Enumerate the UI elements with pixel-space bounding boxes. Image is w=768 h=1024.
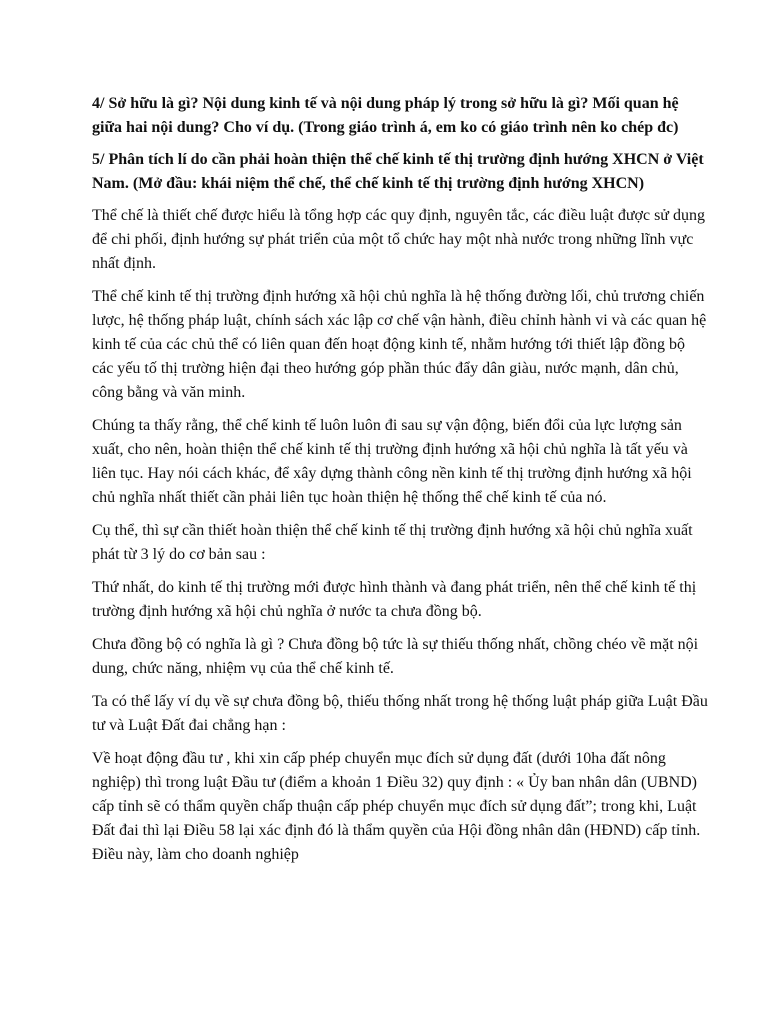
paragraph-institution-definition: Thể chế là thiết chế được hiểu là tổng hợp các quy định, nguyên tắc, các điều luật được sử dụng để chi phối, định hướng sự phát triển của một tổ chức hay một nhà nước trong những lĩnh vực nhất định. <box>92 207 705 272</box>
paragraph-first-reason: Thứ nhất, do kinh tế thị trường mới được hình thành và đang phát triển, nên thể chế kinh tế thị trường định hướng xã hội chủ nghĩa ở nước ta chưa đồng bộ. <box>92 579 697 620</box>
paragraph-necessity: Chúng ta thấy rằng, thể chế kinh tế luôn luôn đi sau sự vận động, biến đổi của lực lượng sản xuất, cho nên, hoàn thiện thể chế kinh tế thị trường định hướng xã hội chủ nghĩa là tất yếu và liên tục. Hay nói cách khác, để xây dựng thành công nền kinh tế thị trường định hướng xã hội chủ nghĩa nhất thiết cần phải liên tục hoàn thiện hệ thống thể chế kinh tế của nó. <box>92 417 692 506</box>
paragraph-not-synchronized: Chưa đồng bộ có nghĩa là gì ? Chưa đồng bộ tức là sự thiếu thống nhất, chồng chéo về mặt nội dung, chức năng, nhiệm vụ của thể chế kinh tế. <box>92 636 699 677</box>
paragraph-example-intro: Ta có thể lấy ví dụ về sự chưa đồng bộ, thiếu thống nhất trong hệ thống luật pháp giữa Luật Đầu tư và Luật Đất đai chẳng hạn : <box>92 693 708 734</box>
paragraph-three-reasons: Cụ thể, thì sự cần thiết hoàn thiện thể chế kinh tế thị trường định hướng xã hội chủ nghĩa xuất phát từ 3 lý do cơ bản sau : <box>92 522 693 563</box>
question-4-heading: 4/ Sở hữu là gì? Nội dung kinh tế và nội dung pháp lý trong sở hữu là gì? Mối quan hệ giữa hai nội dung? Cho ví dụ. (Trong giáo trình á, em ko có giáo trình nên ko chép đc) <box>92 95 679 136</box>
paragraph-investment-example: Về hoạt động đầu tư , khi xin cấp phép chuyển mục đích sử dụng đất (dưới 10ha đất nông nghiệp) thì trong luật Đầu tư (điểm a khoản 1 Điều 32) quy định : « Ủy ban nhân dân (UBND) cấp tỉnh sẽ có thẩm quyền chấp thuận cấp phép chuyển mục đích sử dụng đất”; trong khi, Luật Đất đai thì lại Điều 58 lại xác định đó là thẩm quyền của Hội đồng nhân dân (HĐND) cấp tỉnh. Điều này, làm cho doanh nghiệp <box>92 750 701 863</box>
paragraph-market-institution-definition: Thể chế kinh tế thị trường định hướng xã hội chủ nghĩa là hệ thống đường lối, chủ trương chiến lược, hệ thống pháp luật, chính sách xác lập cơ chế vận hành, điều chỉnh hành vi và các quan hệ kinh tế của các chủ thể có liên quan đến hoạt động kinh tế, nhằm hướng tới thiết lập đồng bộ các yếu tố thị trường hiện đại theo hướng góp phần thúc đẩy dân giàu, nước mạnh, dân chủ, công bằng và văn minh. <box>92 288 707 401</box>
question-5-heading: 5/ Phân tích lí do cần phải hoàn thiện thể chế kinh tế thị trường định hướng XHCN ở Việt Nam. (Mở đầu: khái niệm thể chế, thể chế kinh tế thị trường định hướng XHCN) <box>92 151 704 192</box>
